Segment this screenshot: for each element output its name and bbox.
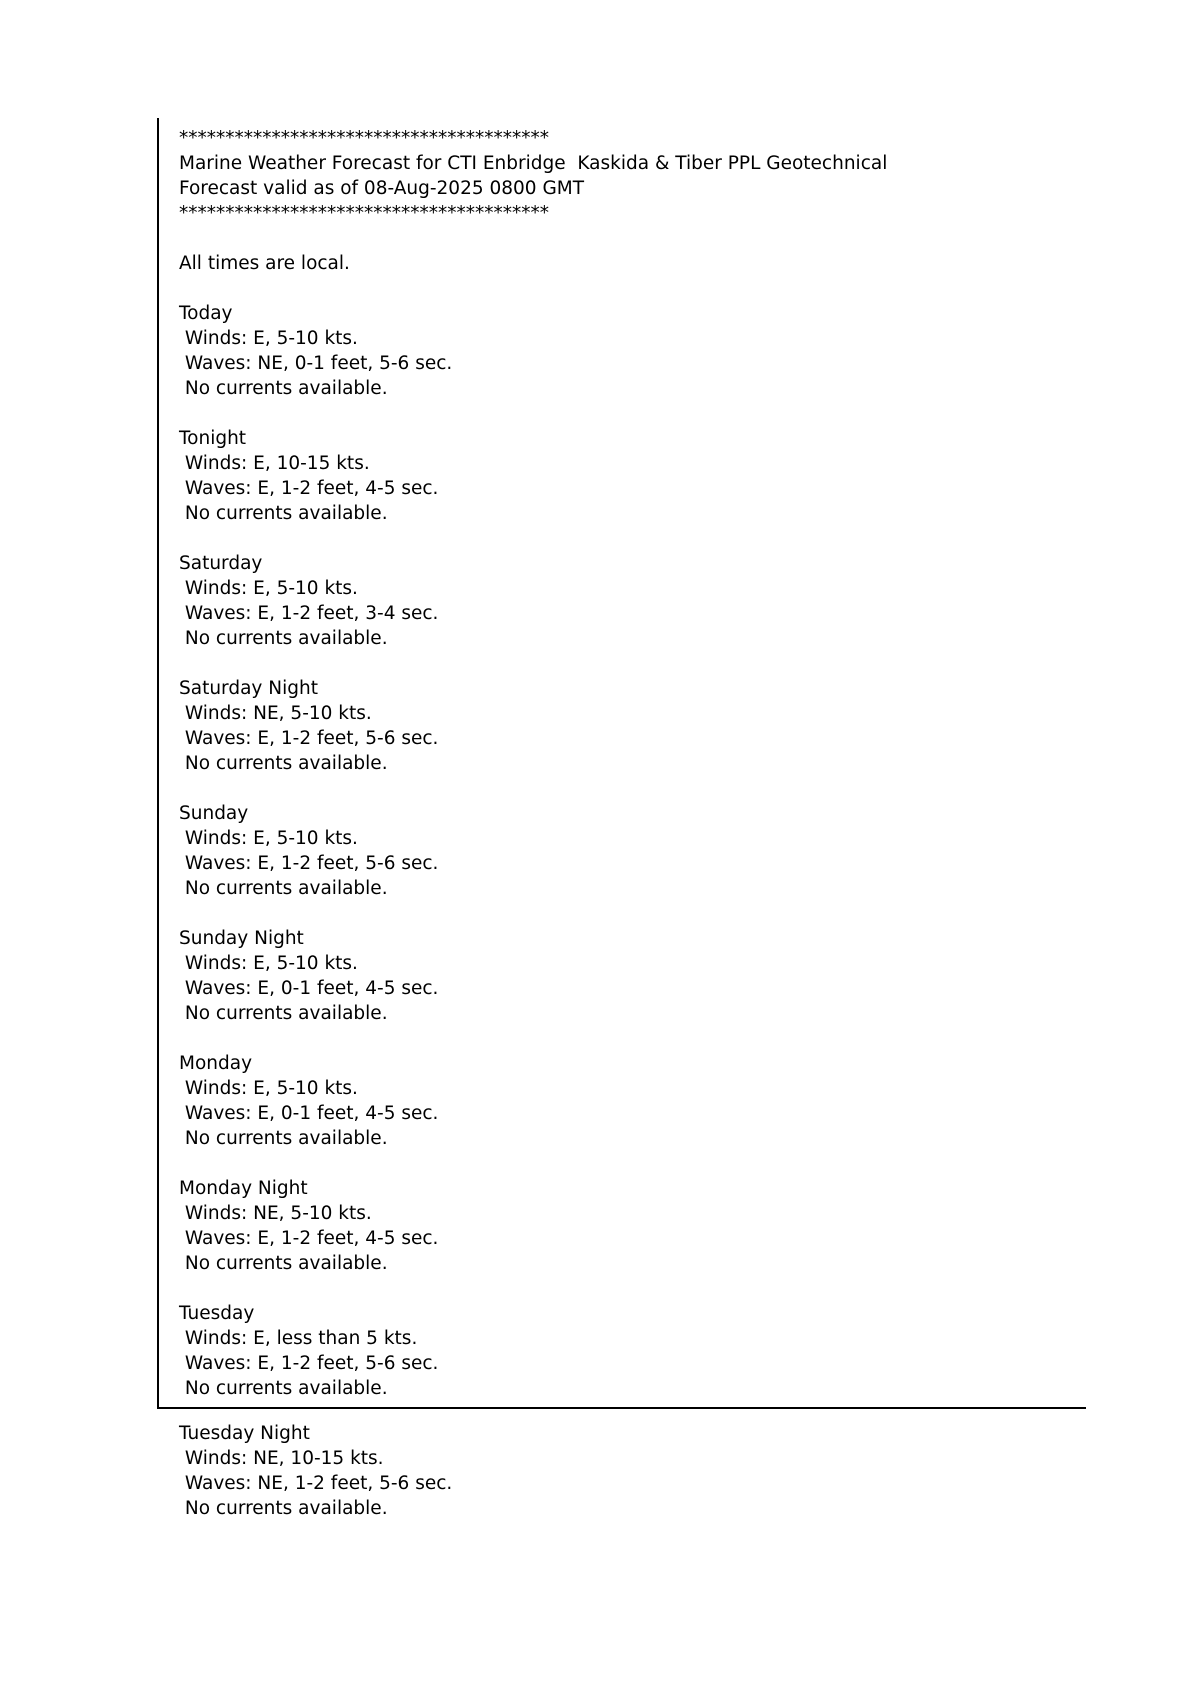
forecast-title: Marine Weather Forecast for CTI Enbridge Kaskida & Tiber PPL Geotechnical [179,153,888,174]
blank-line [179,226,1086,251]
forecast-detail-line: Waves: E, 1-2 feet, 4-5 sec. [179,478,439,499]
forecast-detail-line: Winds: E, 5-10 kts. [179,953,358,974]
forecast-detail-line: Waves: E, 1-2 feet, 5-6 sec. [179,853,439,874]
forecast-section [179,1301,1086,1401]
forecast-detail-line: Winds: E, 5-10 kts. [179,1078,358,1099]
forecast-detail-line: No currents available. [179,1003,388,1024]
section-detail-lines [179,826,1086,901]
section-detail-lines [179,1326,1086,1401]
section-detail-lines [179,576,1086,651]
forecast-detail-line: Waves: E, 0-1 feet, 4-5 sec. [179,978,439,999]
section-day-label: Monday Night [179,1178,308,1199]
forecast-detail-line: No currents available. [179,378,388,399]
section-day-label: Sunday Night [179,928,304,949]
forecast-section [179,1176,1086,1276]
forecast-section [179,301,1086,401]
forecast-section [179,426,1086,526]
section-detail-lines [179,1446,1200,1521]
forecast-detail-line: No currents available. [179,1128,388,1149]
forecast-section [179,926,1086,1026]
forecast-section [179,801,1086,901]
forecast-detail-line: Winds: E, 5-10 kts. [179,578,358,599]
forecast-detail-line: No currents available. [179,1498,388,1519]
forecast-detail-line: Winds: NE, 5-10 kts. [179,1203,372,1224]
forecast-detail-line: No currents available. [179,628,388,649]
forecast-valid-date: Forecast valid as of 08-Aug-2025 0800 GMT [179,178,585,199]
forecast-detail-line: Winds: NE, 10-15 kts. [179,1448,384,1469]
forecast-detail-line: Winds: E, 5-10 kts. [179,828,358,849]
section-day-label: Today [179,303,233,324]
section-day-label: Monday [179,1053,253,1074]
forecast-section [179,551,1086,651]
section-day-label: Sunday [179,803,249,824]
section-detail-lines [179,1201,1086,1276]
section-day-label: Saturday [179,553,263,574]
forecast-detail-line: Waves: NE, 0-1 feet, 5-6 sec. [179,353,453,374]
forecast-detail-line: No currents available. [179,1378,388,1399]
section-day-label: Tuesday Night [179,1423,310,1444]
forecast-detail-line: Winds: E, 10-15 kts. [179,453,370,474]
blank-line [179,276,1086,301]
forecast-detail-line: No currents available. [179,878,388,899]
document-page [0,118,1200,1693]
forecast-detail-line: Waves: E, 1-2 feet, 4-5 sec. [179,1228,439,1249]
forecast-detail-line: No currents available. [179,753,388,774]
forecast-section [179,1051,1086,1151]
forecast-box [157,118,1086,1409]
forecast-detail-line: Winds: E, less than 5 kts. [179,1328,418,1349]
section-detail-lines [179,451,1086,526]
section-detail-lines [179,951,1086,1026]
section-day-label: Tonight [179,428,247,449]
forecast-detail-line: Winds: E, 5-10 kts. [179,328,358,349]
section-detail-lines [179,1076,1086,1151]
forecast-sections [179,301,1086,1401]
forecast-detail-line: Waves: NE, 1-2 feet, 5-6 sec. [179,1473,453,1494]
times-note: All times are local. [179,253,350,274]
divider-line-top: **************************************** [179,128,549,149]
divider-line-bottom: **************************************** [179,203,549,224]
section-day-label: Tuesday [179,1303,255,1324]
forecast-detail-line: Waves: E, 0-1 feet, 4-5 sec. [179,1103,439,1124]
forecast-detail-line: No currents available. [179,1253,388,1274]
forecast-detail-line: Waves: E, 1-2 feet, 5-6 sec. [179,1353,439,1374]
forecast-detail-line: No currents available. [179,503,388,524]
section-day-label: Saturday Night [179,678,318,699]
section-detail-lines [179,326,1086,401]
forecast-detail-line: Waves: E, 1-2 feet, 5-6 sec. [179,728,439,749]
forecast-detail-line: Waves: E, 1-2 feet, 3-4 sec. [179,603,439,624]
forecast-section [179,676,1086,776]
section-detail-lines [179,701,1086,776]
forecast-sections-continued [179,1421,1200,1521]
forecast-section [179,1421,1200,1521]
forecast-detail-line: Winds: NE, 5-10 kts. [179,703,372,724]
